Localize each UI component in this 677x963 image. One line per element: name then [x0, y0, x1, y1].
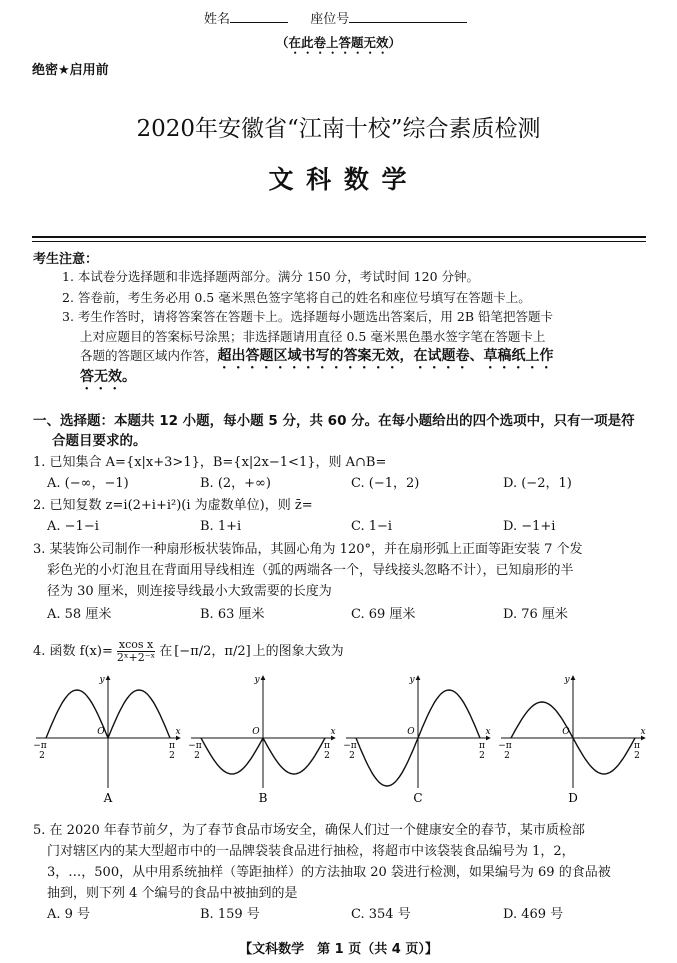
q5-line-2: 门对辖区内的某大型超市中的一品牌袋装食品进行抽检，将超市中该袋装食品编号为 1，2，: [47, 844, 575, 859]
q3-option-a: A. 58 厘米: [47, 607, 112, 622]
q4-denominator: 2ˣ+2⁻ˣ: [116, 650, 156, 664]
q4-prefix: 4. 函数 f(x)=: [33, 643, 113, 659]
q5-option-a: A. 9 号: [47, 907, 91, 922]
q5-option-c: C. 354 号: [351, 907, 411, 922]
graph-c-y-label: y: [409, 675, 415, 685]
exam-title: 2020年安徽省“江南十校”综合素质检测: [136, 116, 541, 142]
q5-option-b: B. 159 号: [200, 907, 260, 922]
graph-d-origin: O: [562, 727, 570, 737]
name-label: 姓名: [204, 12, 231, 27]
graph-d-neg-tick: −π: [498, 741, 512, 751]
graph-d: [498, 675, 645, 805]
notice-item-3-line-1: 3. 考生作答时，请将答案答在答题卡上。选择题每小题选出答案后，用 2B 铅笔把答题卡: [62, 309, 553, 324]
q2-option-a: A. −1−i: [47, 519, 99, 534]
graph-b-x-label: x: [330, 727, 336, 737]
graph-c: [343, 675, 490, 805]
q3-option-c: C. 69 厘米: [351, 607, 416, 622]
graph-c-pos-tick: π: [479, 741, 485, 751]
q2-option-c: C. 1−i: [351, 519, 393, 534]
subject-title: 文 科 数 学: [268, 165, 409, 194]
graph-b-neg-tick: −π: [188, 741, 202, 751]
q2-option-d: D. −1+i: [503, 519, 556, 534]
invalid-note: （在此卷上答题无效）: [276, 35, 402, 50]
notice-heading: 考生注意：: [33, 252, 99, 267]
q3-option-b: B. 63 厘米: [200, 607, 265, 622]
notice-item-3-line-4: 答无效。: [80, 369, 136, 385]
graph-a-label: A: [103, 791, 113, 805]
q5-option-d: D. 469 号: [503, 907, 564, 922]
q1-option-c: C. (−1，2): [351, 476, 420, 491]
graph-d-pos-tick: π: [634, 741, 640, 751]
secret-label: 绝密★启用前: [32, 63, 109, 78]
graph-a-neg-tick-den: 2: [39, 751, 45, 761]
section-1-line-2: 合题目要求的。: [52, 433, 147, 449]
notice-item-3-line-2: 上对应题目的答案标号涂黑；非选择题请用直径 0.5 毫米黑色墨水签字笔在答题卡上: [80, 329, 546, 344]
q3-line-2: 彩色光的小灯泡且在背面用导线相连（弧的两端各一个，导线接头忽略不计），已知扇形的半: [47, 563, 574, 578]
q2-stem: 2. 已知复数 z=i(2+i+i²)(i 为虚数单位)，则 z̄=: [33, 498, 313, 513]
graph-b-neg-tick-den: 2: [194, 751, 200, 761]
graph-c-neg-tick: −π: [343, 741, 357, 751]
graph-c-origin: O: [407, 727, 415, 737]
graph-b-y-label: y: [254, 675, 260, 685]
q5-line-3: 3，…，500，从中用系统抽样（等距抽样）的方法抽取 20 袋进行检测，如果编号为 69 的食品被: [47, 865, 611, 880]
graph-d-neg-tick-den: 2: [504, 751, 510, 761]
q3-line-3: 径为 30 厘米，则连接导线最小大致需要的长度为: [47, 584, 332, 599]
notice-item-3-emphasis: 超出答题区域书写的答案无效，在试题卷、草稿纸上作: [217, 348, 554, 364]
graph-b-origin: O: [252, 727, 260, 737]
notice-item-3-line-3: [80, 347, 554, 372]
q2-option-b: B. 1+i: [200, 519, 242, 534]
graph-d-label: D: [568, 791, 578, 805]
graph-a-y-label: y: [99, 675, 105, 685]
graph-b-pos-tick: π: [324, 741, 330, 751]
q4-stem: [33, 637, 344, 665]
graph-c-x-label: x: [485, 727, 491, 737]
q1-option-a: A. (−∞，−1): [47, 476, 129, 491]
page-footer: 【文科数学 第 1 页（共 4 页）】: [239, 942, 438, 957]
seat-label: 座位号: [310, 12, 350, 27]
q3-option-d: D. 76 厘米: [503, 607, 568, 622]
q4-mid: 在: [159, 643, 173, 659]
notice-item-2: 2. 答卷前，考生务必用 0.5 毫米黑色签字笔将自己的姓名和座位号填写在答题卡上。: [62, 290, 531, 305]
graph-a-x-label: x: [175, 727, 181, 737]
graph-c-neg-tick-den: 2: [349, 751, 355, 761]
graph-a-pos-tick-den: 2: [169, 751, 175, 761]
graph-b-label: B: [258, 791, 268, 805]
rule-thick: [32, 236, 646, 238]
q4-numerator: xcos x: [118, 637, 154, 651]
name-blank: [230, 10, 288, 23]
graph-a: [33, 675, 180, 805]
q1-option-b: B. (2，+∞): [200, 476, 271, 491]
q4-suffix: 上的图象大致为: [252, 643, 344, 659]
graph-b-pos-tick-den: 2: [324, 751, 330, 761]
q5-line-4: 抽到，则下列 4 个编号的食品中被抽到的是: [47, 886, 298, 901]
q4-fraction: [115, 639, 157, 664]
rule-thin: [32, 241, 646, 242]
graph-a-pos-tick: π: [169, 741, 175, 751]
q3-line-1: 3. 某装饰公司制作一种扇形板状装饰品，其圆心角为 120°，并在扇形弧上正面等距安装 7 个发: [33, 542, 583, 557]
notice-item-1: 1. 本试卷分选择题和非选择题两部分。满分 150 分，考试时间 120 分钟。: [62, 269, 480, 284]
graph-d-x-label: x: [640, 727, 646, 737]
graph-d-pos-tick-den: 2: [634, 751, 640, 761]
graph-a-neg-tick: −π: [33, 741, 47, 751]
notice-item-3-part-a: 各题的答题区域内作答，: [80, 348, 218, 363]
graph-c-pos-tick-den: 2: [479, 751, 485, 761]
section-1-line-1: 一、选择题：本题共 12 小题，每小题 5 分，共 60 分。在每小题给出的四个选项中，只有一项是符: [33, 413, 635, 429]
graph-b: [188, 675, 335, 805]
name-field: [204, 10, 467, 28]
graph-a-origin: O: [97, 727, 105, 737]
seat-blank: [349, 10, 467, 23]
q4-graphs: [30, 672, 650, 812]
q4-interval: [−π/2，π/2]: [174, 643, 251, 659]
graph-c-label: C: [413, 791, 423, 805]
q1-stem: 1. 已知集合 A={x|x+3>1}，B={x|2x−1<1}，则 A∩B=: [33, 455, 387, 470]
graph-d-y-label: y: [564, 675, 570, 685]
q5-line-1: 5. 在 2020 年春节前夕，为了春节食品市场安全，确保人们过一个健康安全的春节，某市质检部: [33, 823, 585, 838]
q1-option-d: D. (−2，1): [503, 476, 572, 491]
